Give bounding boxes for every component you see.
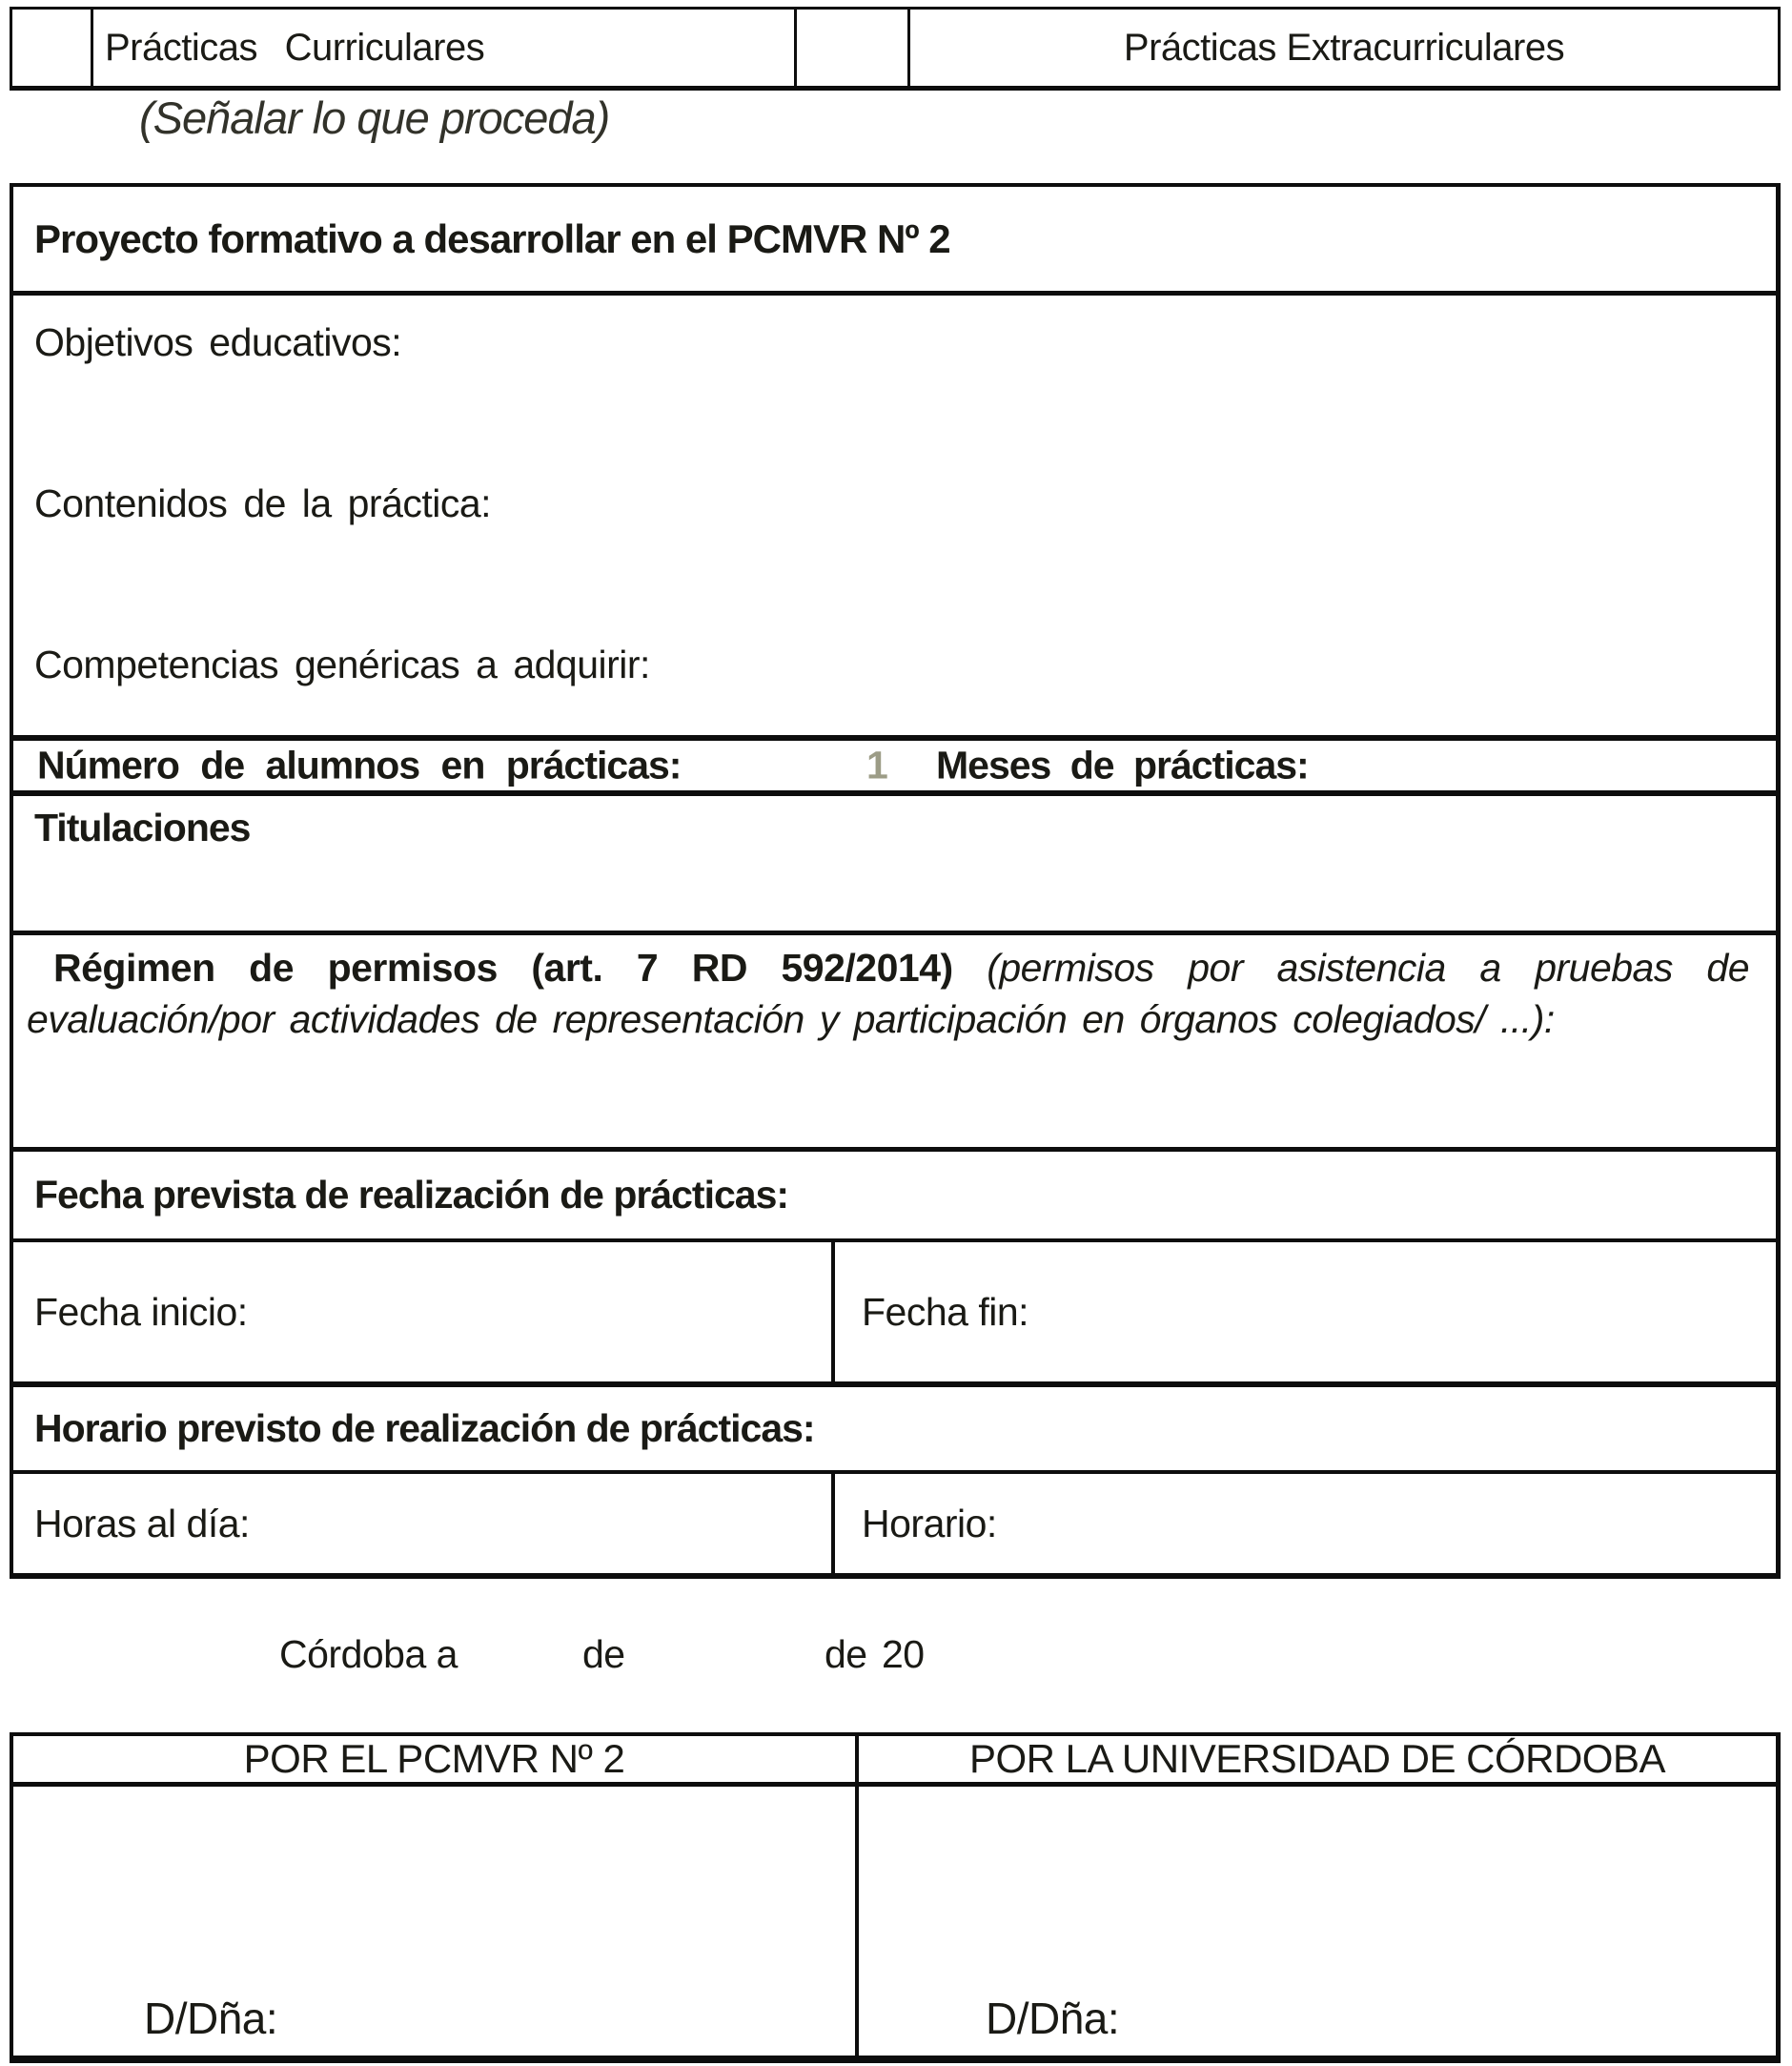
horas-dia-value-area[interactable] [250,1474,831,1573]
num-alumnos-value[interactable]: 1 [866,743,887,788]
objectives-contents-row[interactable] [13,296,1776,741]
fecha-prevista-row [13,1152,1776,1242]
meses-practicas-label: Meses de prácticas: [936,743,1309,788]
fecha-inicio-value-area[interactable] [248,1242,831,1381]
formative-project-table [10,183,1781,1579]
horas-dia-cell [13,1474,835,1573]
fecha-fin-value-area[interactable] [1028,1242,1776,1381]
horario-previsto-label: Horario previsto de realización de prácticas: [34,1406,815,1450]
horas-dia-label: Horas al día: [34,1501,250,1545]
num-alumnos-label: Número de alumnos en prácticas: [37,743,682,788]
select-note: (Señalar lo que proceda) [139,92,610,143]
project-header-label: Proyecto formativo a desarrollar en el PCMVR Nº 2 [34,215,950,261]
fecha-prevista-label: Fecha prevista de realización de prácticas: [34,1173,789,1217]
competencias-label: Competencias genéricas a adquirir: [34,643,650,686]
fecha-fin-label: Fecha fin: [862,1289,1029,1334]
regimen-permisos-row[interactable] [13,935,1776,1152]
practice-type-table [10,7,1781,91]
signature-body-row [13,1787,1776,2056]
signature-table [10,1732,1781,2063]
horas-horario-row [13,1474,1776,1573]
regimen-line1 [27,943,1749,992]
horario-previsto-row [13,1387,1776,1474]
fecha-inicio-label: Fecha inicio: [34,1289,248,1334]
signature-header-row [13,1736,1776,1787]
titulaciones-label: Titulaciones [34,806,251,849]
project-header-row [13,187,1776,296]
regimen-italic-line2: evaluación/por actividades de representación y participación en órganos colegiados/ ...): [27,997,1555,1041]
horario-label: Horario: [862,1501,997,1545]
fecha-inicio-cell [13,1242,835,1381]
extracurriculares-checkbox-cell[interactable] [797,10,910,86]
pcmvr-name-label: D/Dña: [144,1994,278,2043]
fecha-inicio-fin-row [13,1242,1776,1387]
date-de2-label: de [825,1632,867,1676]
universidad-header-cell: POR LA UNIVERSIDAD DE CÓRDOBA [969,1736,1665,1781]
contenidos-label: Contenidos de la práctica: [34,481,492,525]
extracurriculares-label: Prácticas Extracurriculares [1123,26,1565,69]
objetivos-label: Objetivos educativos: [34,320,402,364]
universidad-signature-area[interactable] [859,1787,1776,2056]
curriculares-label: Prácticas Curriculares [93,10,797,86]
date-year-prefix: 20 [882,1632,925,1676]
titulaciones-row[interactable] [13,796,1776,935]
date-line [0,1632,1792,1680]
fecha-fin-cell [835,1242,1776,1381]
date-de1-label: de [582,1632,625,1676]
students-months-row [13,741,1776,796]
regimen-italic-line1: (permisos por asistencia a pruebas de [987,946,1750,990]
pcmvr-signature-area[interactable] [13,1787,859,2056]
regimen-bold-label: Régimen de permisos (art. 7 RD 592/2014) [53,946,953,990]
curriculares-checkbox-cell[interactable] [12,10,93,86]
horario-cell [835,1474,1776,1573]
pcmvr-header-cell: POR EL PCMVR Nº 2 [13,1736,859,1782]
universidad-name-label: D/Dña: [986,1994,1120,2043]
date-city-label: Córdoba a [279,1632,458,1676]
horario-value-area[interactable] [997,1474,1776,1573]
